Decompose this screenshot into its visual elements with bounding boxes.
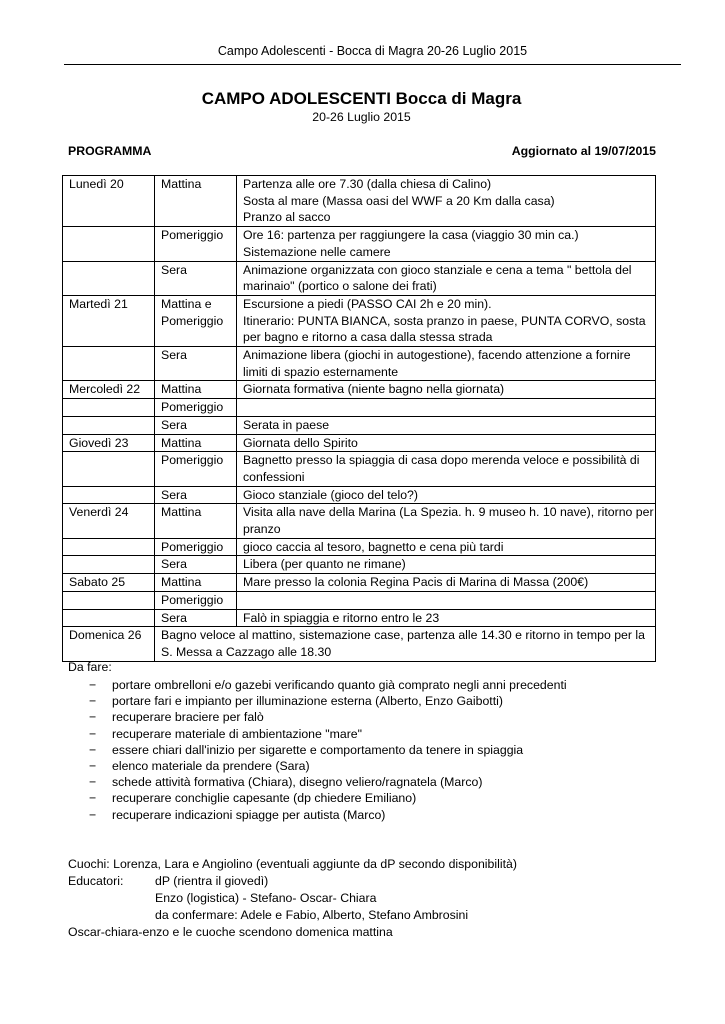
time-slot-cell (155, 538, 237, 556)
time-slot-cell (155, 227, 237, 261)
activity-cell (237, 609, 656, 627)
table-row (63, 295, 656, 346)
document-subtitle: 20-26 Luglio 2015 (312, 110, 411, 124)
cell-line: Pomeriggio (161, 400, 224, 415)
activity-cell (237, 434, 656, 452)
table-row (63, 227, 656, 261)
time-slot-cell (155, 416, 237, 434)
todo-text: schede attività formativa (Chiara), disegno veliero/ragnatela (Marco) (112, 775, 483, 790)
dash-bullet-icon: − (89, 759, 97, 774)
table-row (63, 591, 656, 609)
activity-cell (237, 347, 656, 381)
day-cell (63, 556, 155, 574)
todo-text: recuperare indicazioni spiagge per autista (Marco) (112, 807, 386, 822)
educator-line: da confermare: Adele e Fabio, Alberto, Stefano Ambrosini (155, 908, 469, 922)
cell-line: Partenza alle ore 7.30 (dalla chiesa di Calino) (243, 177, 492, 191)
day-cell: Lunedì 20 (63, 176, 155, 227)
cell-line: gioco caccia al tesoro, bagnetto e cena più tardi (243, 539, 504, 554)
day-cell (63, 227, 155, 261)
activity-cell (237, 176, 656, 227)
cell-line: Sosta al mare (Massa oasi del WWF a 20 Km dalla casa) (243, 193, 555, 208)
table-row (63, 574, 656, 592)
activity-cell (155, 627, 656, 661)
page-header: Campo Adolescenti - Bocca di Magra 20-26 Luglio 2015 (217, 44, 528, 58)
time-slot-cell (155, 556, 237, 574)
table-row (63, 261, 656, 295)
table-row (63, 486, 656, 504)
day-cell (63, 452, 155, 486)
cell-line: Sera (161, 487, 187, 502)
time-slot-cell (155, 591, 237, 609)
dash-bullet-icon: − (89, 742, 97, 757)
cell-line: Giornata formativa (niente bagno nella giornata) (243, 382, 505, 397)
list-item (68, 677, 567, 693)
cell-line: Itinerario: PUNTA BIANCA, sosta pranzo in paese, PUNTA CORVO, sosta (243, 313, 646, 328)
table-row (63, 609, 656, 627)
todo-text: recuperare conchiglie capesante (dp chiedere Emiliano) (112, 791, 417, 806)
cell-line: Pranzo al sacco (243, 210, 331, 225)
activity-cell (237, 591, 656, 609)
list-item (68, 693, 567, 709)
activity-cell (237, 381, 656, 399)
todo-text: essere chiari dall'inizio per sigarette e comportamento da tenere in spiaggia (112, 742, 524, 757)
header-divider (64, 64, 681, 65)
cell-line: Escursione a piedi (PASSO CAI 2h e 20 min). (243, 296, 492, 311)
activity-cell (237, 227, 656, 261)
cell-line: Sistemazione nelle camere (243, 244, 391, 259)
cell-line: Pomeriggio (161, 313, 224, 328)
programma-label: PROGRAMMA (68, 144, 152, 158)
cell-line: Bagnetto presso la spiaggia di casa dopo merenda veloce e possibilità di (243, 453, 640, 468)
cell-line: Mattina (161, 177, 202, 191)
staff-section (68, 856, 517, 941)
departure-note: Oscar-chiara-enzo e le cuoche scendono domenica mattina (68, 925, 393, 939)
day-cell (63, 347, 155, 381)
day-cell: Mercoledì 22 (63, 381, 155, 399)
cell-line: Sera (161, 610, 187, 625)
table-row (63, 347, 656, 381)
cell-line: Animazione organizzata con gioco stanziale e cena a tema " bettola del (243, 262, 632, 277)
cell-line: marinaio" (portico o salone dei frati) (243, 279, 437, 294)
day-cell (63, 591, 155, 609)
cell-line: Falò in spiaggia e ritorno entro le 23 (243, 610, 440, 625)
cell-line: Animazione libera (giochi in autogestione), facendo attenzione a fornire (243, 348, 631, 363)
schedule-table (62, 175, 656, 662)
cell-line: Mattina (161, 435, 202, 450)
activity-cell (237, 416, 656, 434)
day-cell (63, 609, 155, 627)
cell-line: Mattina (161, 575, 202, 590)
schedule-body (63, 176, 656, 662)
todo-text: recuperare materiale di ambientazione "mare" (112, 726, 363, 741)
cell-line: Mare presso la colonia Regina Pacis di Marina di Massa (200€) (243, 575, 589, 590)
todo-text: portare ombrelloni e/o gazebi verificando quanto già comprato negli anni precedenti (112, 678, 567, 692)
activity-cell (237, 574, 656, 592)
dash-bullet-icon: − (89, 726, 97, 741)
day-cell: Giovedì 23 (63, 434, 155, 452)
todo-text: portare fari e impianto per illuminazione esterna (Alberto, Enzo Gaibotti) (112, 694, 503, 709)
activity-cell (237, 261, 656, 295)
cooks-line: Cuochi: Lorenza, Lara e Angiolino (eventuali aggiunte da dP secondo disponibilità) (68, 857, 517, 871)
activity-cell (237, 295, 656, 346)
cell-line: pranzo (243, 522, 281, 537)
list-item (68, 807, 567, 823)
dash-bullet-icon: − (89, 694, 97, 709)
todo-list (68, 677, 567, 823)
cell-line: Sera (161, 262, 187, 277)
day-cell (63, 261, 155, 295)
educator-line: Enzo (logistica) - Stefano- Oscar- Chiara (155, 891, 377, 905)
activity-cell (237, 504, 656, 538)
activity-cell (237, 399, 656, 417)
list-item (68, 774, 567, 790)
cell-line: Pomeriggio (161, 453, 224, 468)
todo-text: recuperare braciere per falò (112, 710, 264, 725)
todo-text: elenco materiale da prendere (Sara) (112, 759, 310, 774)
activity-cell (237, 556, 656, 574)
day-cell: Sabato 25 (63, 574, 155, 592)
educators-row (68, 907, 517, 924)
time-slot-cell (155, 434, 237, 452)
table-row (63, 381, 656, 399)
cell-line: Giornata dello Spirito (243, 435, 358, 450)
time-slot-cell (155, 381, 237, 399)
time-slot-cell (155, 486, 237, 504)
table-row (63, 399, 656, 417)
table-row (63, 556, 656, 574)
updated-date-label: Aggiornato al 19/07/2015 (511, 144, 656, 158)
time-slot-cell (155, 176, 237, 227)
day-cell: Venerdì 24 (63, 504, 155, 538)
dash-bullet-icon: − (89, 710, 97, 725)
list-item (68, 726, 567, 742)
table-row (63, 627, 656, 661)
cell-line: Sera (161, 417, 187, 432)
list-item (68, 709, 567, 725)
day-cell (63, 416, 155, 434)
day-cell: Martedì 21 (63, 295, 155, 346)
table-row (63, 452, 656, 486)
cell-line (243, 399, 651, 416)
cell-line: Mattina e (161, 296, 212, 311)
dash-bullet-icon: − (89, 678, 97, 692)
time-slot-cell (155, 295, 237, 346)
educators-label: Educatori: (68, 874, 124, 888)
time-slot-cell (155, 347, 237, 381)
cell-line: Visita alla nave della Marina (La Spezia. h. 9 museo h. 10 nave), ritorno per (243, 505, 654, 520)
table-row (63, 176, 656, 227)
cell-line: Pomeriggio (161, 592, 224, 607)
cell-line: Mattina (161, 382, 202, 397)
cell-line: Pomeriggio (161, 539, 224, 554)
table-row (63, 504, 656, 538)
list-item (68, 790, 567, 806)
educator-line: dP (rientra il giovedì) (155, 874, 269, 888)
day-cell: Domenica 26 (63, 627, 155, 661)
educators-row (68, 890, 517, 907)
cell-line: Bagno veloce al mattino, sistemazione case, partenza alle 14.30 e ritorno in tempo per la (161, 628, 645, 643)
todo-heading: Da fare: (68, 660, 112, 674)
cell-line: Pomeriggio (161, 228, 224, 243)
time-slot-cell (155, 452, 237, 486)
table-row (63, 416, 656, 434)
activity-cell (237, 538, 656, 556)
time-slot-cell (155, 574, 237, 592)
list-item (68, 758, 567, 774)
table-row (63, 434, 656, 452)
dash-bullet-icon: − (89, 775, 97, 790)
day-cell (63, 486, 155, 504)
time-slot-cell (155, 609, 237, 627)
educators-row (68, 873, 517, 890)
cell-line: confessioni (243, 469, 305, 484)
dash-bullet-icon: − (89, 807, 97, 822)
cell-line: Gioco stanziale (gioco del telo?) (243, 487, 418, 502)
cell-line: Libera (per quanto ne rimane) (243, 557, 406, 572)
dash-bullet-icon: − (89, 791, 97, 806)
day-cell (63, 538, 155, 556)
cell-line: Sera (161, 557, 187, 572)
cell-line: Serata in paese (243, 417, 330, 432)
time-slot-cell (155, 261, 237, 295)
activity-cell (237, 486, 656, 504)
cell-line: Ore 16: partenza per raggiungere la casa (viaggio 30 min ca.) (243, 228, 579, 243)
cell-line: limiti di spazio esternamente (243, 364, 399, 379)
activity-cell (237, 452, 656, 486)
cell-line (243, 592, 651, 609)
time-slot-cell (155, 504, 237, 538)
cell-line: per bagno e ritorno a casa dalla stessa strada (243, 330, 493, 345)
time-slot-cell (155, 399, 237, 417)
cell-line: Mattina (161, 505, 202, 520)
table-row (63, 538, 656, 556)
day-cell (63, 399, 155, 417)
cell-line: S. Messa a Cazzago alle 18.30 (161, 644, 332, 659)
document-title: CAMPO ADOLESCENTI Bocca di Magra (201, 89, 522, 108)
list-item (68, 742, 567, 758)
cell-line: Sera (161, 348, 187, 363)
